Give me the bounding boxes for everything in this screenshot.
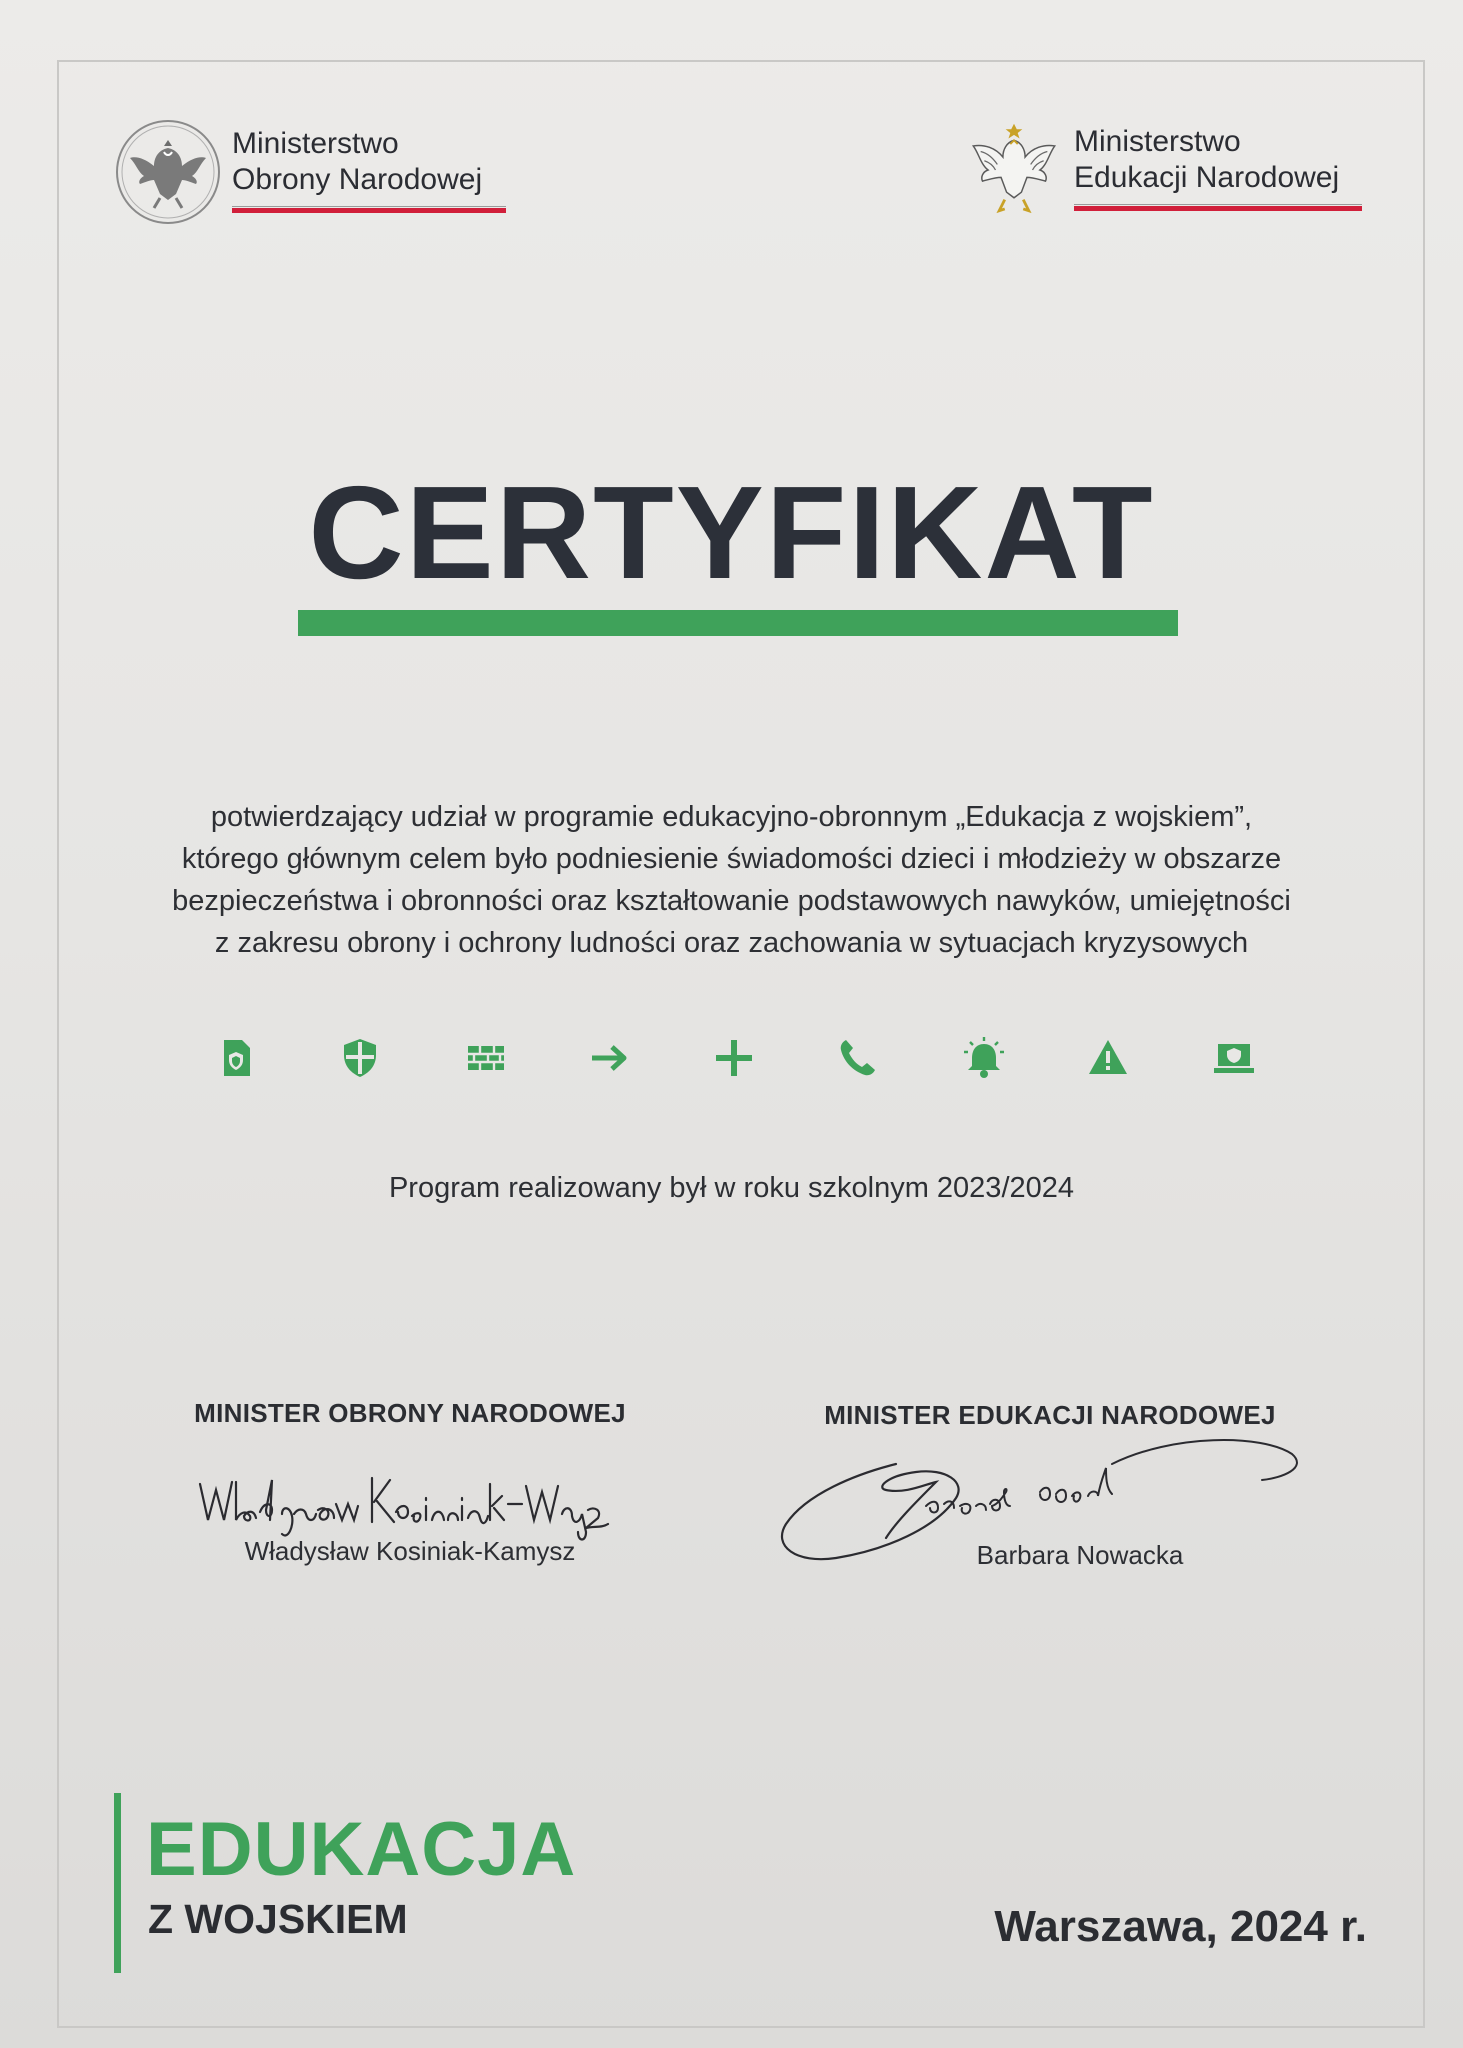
handwritten-signature <box>190 1464 630 1544</box>
place-and-date: Warszawa, 2024 r. <box>994 1902 1367 1951</box>
signatory-name: Barbara Nowacka <box>976 1540 1184 1570</box>
signature-block-education <box>790 1400 1310 1570</box>
body-line: bezpieczeństwa i obronności oraz kształtowanie podstawowych nawyków, umiejętności <box>172 885 1291 917</box>
logo-ministry-defence <box>114 118 506 226</box>
program-year-line: Program realizowany był w roku szkolnym 2023/2024 <box>388 1172 1075 1204</box>
signatory-role: MINISTER OBRONY NARODOWEJ <box>194 1398 626 1428</box>
logo-line-2: Obrony Narodowej <box>232 163 483 196</box>
brand-logo-line-1: EDUKACJA <box>146 1807 577 1892</box>
document-shield-icon <box>214 1036 258 1080</box>
flag-stripe <box>1074 204 1362 211</box>
warning-icon <box>1086 1036 1130 1080</box>
flag-stripe <box>232 206 506 213</box>
wall-icon <box>464 1036 508 1080</box>
logo-line-1: Ministerstwo <box>232 127 399 160</box>
phone-icon <box>836 1036 880 1080</box>
brand-accent-bar <box>114 1793 121 1973</box>
alarm-bell-icon <box>962 1036 1006 1080</box>
certificate-body <box>90 796 1373 964</box>
signatory-role: MINISTER EDUKACJI NARODOWEJ <box>824 1400 1276 1430</box>
title-underline <box>298 610 1178 636</box>
certificate-title: CERTYFIKAT <box>308 459 1155 606</box>
signature-block-defence <box>150 1398 670 1566</box>
logo-line-1: Ministerstwo <box>1074 125 1241 158</box>
arrow-right-icon <box>588 1036 632 1080</box>
military-eagle-icon <box>114 118 222 226</box>
signatory-name: Władysław Kosiniak-Kamysz <box>244 1536 576 1566</box>
shield-icon <box>338 1036 382 1080</box>
logo-ministry-education <box>964 116 1362 224</box>
topic-icons-row <box>214 1036 1264 1086</box>
body-line: którego głównym celem było podniesienie świadomości dzieci i młodzieży w obszarze <box>181 843 1282 875</box>
eagle-emblem-icon <box>964 116 1064 224</box>
brand-logo-line-2: Z WOJSKIEM <box>148 1896 408 1942</box>
plus-icon <box>712 1036 756 1080</box>
laptop-shield-icon <box>1212 1036 1256 1080</box>
body-line: potwierdzający udział w programie edukacyjno-obronnym „Edukacja z wojskiem”, <box>210 801 1253 833</box>
logo-line-2: Edukacji Narodowej <box>1074 161 1340 194</box>
body-line: z zakresu obrony i ochrony ludności oraz zachowania w sytuacjach kryzysowych <box>214 927 1249 959</box>
